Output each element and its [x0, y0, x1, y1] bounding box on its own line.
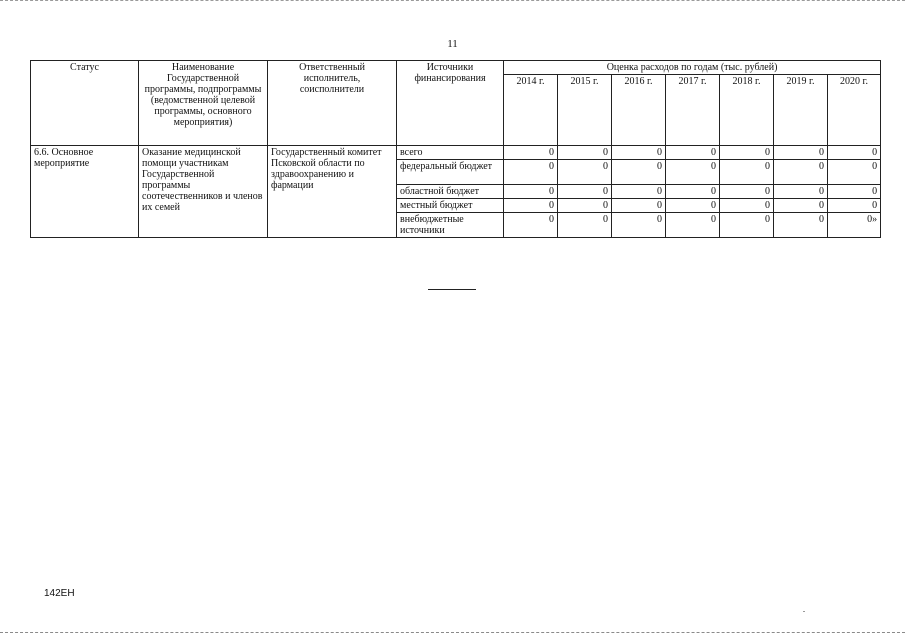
cell-value: 0: [504, 185, 558, 199]
header-year-2019: 2019 г.: [774, 75, 828, 146]
cell-source-federal: федеральный бюджет: [397, 160, 504, 185]
cell-value: 0: [612, 146, 666, 160]
separator-line: [428, 289, 476, 290]
cell-value: 0: [558, 146, 612, 160]
cell-value: 0: [828, 199, 881, 213]
cell-value: 0: [558, 160, 612, 185]
cell-value: 0: [828, 185, 881, 199]
cell-value: 0: [666, 185, 720, 199]
cell-value: 0: [774, 185, 828, 199]
cell-value: 0: [774, 146, 828, 160]
header-year-2017: 2017 г.: [666, 75, 720, 146]
cell-source-regional: областной бюджет: [397, 185, 504, 199]
cell-value: 0: [720, 160, 774, 185]
cell-source-extrabudgetary: внебюджетные источники: [397, 213, 504, 238]
cell-value: 0: [828, 146, 881, 160]
cell-value: 0: [774, 199, 828, 213]
cell-value: 0: [828, 160, 881, 185]
cell-value: 0: [720, 199, 774, 213]
scan-speck: [803, 611, 805, 612]
header-row-top: [31, 61, 881, 75]
budget-table: [30, 60, 881, 238]
cell-executor: Государственный комитет Псковской области по здравоохранению и фармации: [268, 146, 397, 238]
cell-value: 0: [558, 199, 612, 213]
cell-value: 0: [504, 160, 558, 185]
cell-value: 0: [504, 146, 558, 160]
header-status: Статус: [31, 61, 139, 146]
header-year-2015: 2015 г.: [558, 75, 612, 146]
cell-value: 0: [504, 213, 558, 238]
table-row: [31, 146, 881, 160]
cell-value: 0: [666, 213, 720, 238]
header-year-2018: 2018 г.: [720, 75, 774, 146]
cell-value: 0: [720, 185, 774, 199]
header-year-2020: 2020 г.: [828, 75, 881, 146]
cell-status: 6.6. Основное мероприятие: [31, 146, 139, 238]
header-expenses-group: Оценка расходов по годам (тыс. рублей): [504, 61, 881, 75]
cell-value: 0: [666, 199, 720, 213]
header-funding-sources: Источники финансирования: [397, 61, 504, 146]
scan-edge-bottom: [0, 632, 905, 635]
cell-value: 0: [774, 213, 828, 238]
cell-value: 0: [666, 146, 720, 160]
header-program-name: Наименование Государственной программы, подпрограммы (ведомственной целевой программы, основного мероприятия): [139, 61, 268, 146]
document-code: 142ЕН: [44, 588, 75, 599]
cell-value: 0: [720, 146, 774, 160]
header-year-2016: 2016 г.: [612, 75, 666, 146]
header-year-2014: 2014 г.: [504, 75, 558, 146]
cell-program-name: Оказание медицинской помощи участникам Государственной программы соотечественников и членов их семей: [139, 146, 268, 238]
cell-value: 0: [612, 199, 666, 213]
cell-value: 0: [612, 213, 666, 238]
cell-value: 0: [720, 213, 774, 238]
cell-value: 0: [558, 185, 612, 199]
cell-value: 0: [504, 199, 558, 213]
cell-value: 0»: [828, 213, 881, 238]
cell-value: 0: [774, 160, 828, 185]
cell-value: 0: [558, 213, 612, 238]
scan-edge-top: [0, 0, 905, 3]
cell-value: 0: [666, 160, 720, 185]
cell-value: 0: [612, 185, 666, 199]
cell-value: 0: [612, 160, 666, 185]
cell-source-total: всего: [397, 146, 504, 160]
cell-source-local: местный бюджет: [397, 199, 504, 213]
header-executor: Ответственный исполнитель, соисполнители: [268, 61, 397, 146]
page-number: 11: [447, 38, 458, 50]
